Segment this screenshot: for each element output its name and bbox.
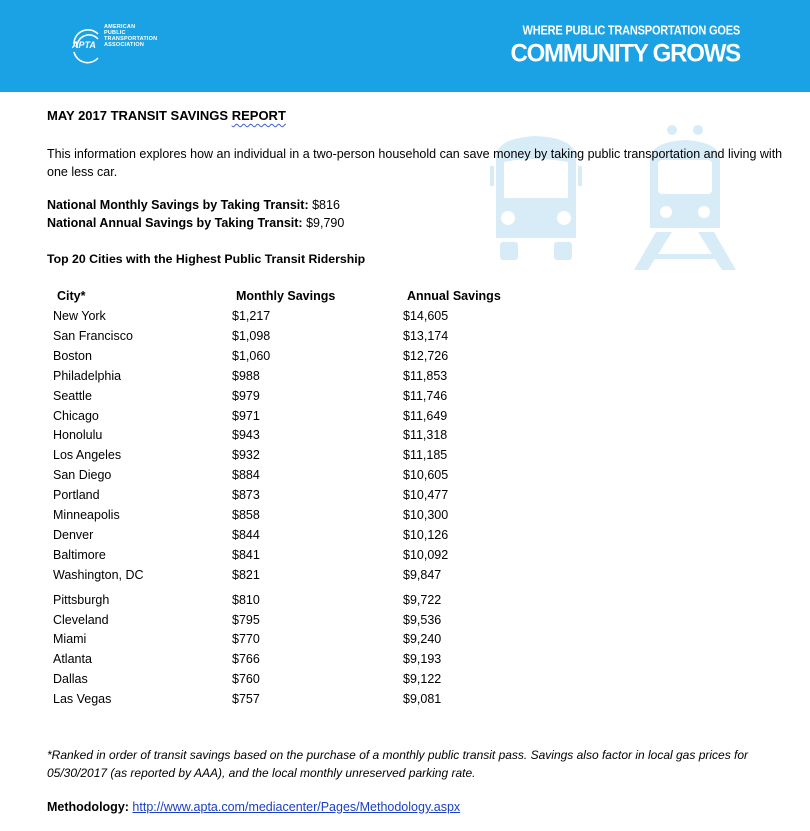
city-cell: Portland bbox=[53, 488, 100, 503]
annual-savings-cell: $11,853 bbox=[403, 368, 448, 383]
monthly-savings-cell: $821 bbox=[232, 567, 260, 582]
intro-paragraph: This information explores how an individual in a two-person household can save money by taking public transportation and living with one less car. bbox=[47, 147, 783, 179]
transit-background-icons bbox=[486, 120, 746, 270]
monthly-savings-cell: $873 bbox=[232, 488, 260, 503]
city-cell: Baltimore bbox=[53, 547, 106, 562]
city-cell: Miami bbox=[53, 632, 87, 647]
city-cell: Boston bbox=[53, 348, 92, 363]
city-cell: Atlanta bbox=[53, 652, 92, 667]
city-cell: Los Angeles bbox=[53, 448, 122, 463]
national-annual-savings: National Annual Savings by Taking Transit: $9,790 bbox=[47, 216, 345, 230]
logo-mark: APTA bbox=[72, 40, 96, 50]
monthly-savings-cell: $770 bbox=[232, 632, 260, 647]
monthly-savings-cell: $844 bbox=[232, 527, 260, 542]
monthly-savings-cell: $858 bbox=[232, 508, 260, 522]
monthly-savings-cell: $943 bbox=[232, 428, 260, 443]
city-cell: Washington, DC bbox=[53, 567, 144, 582]
column-header-monthly: Monthly Savings bbox=[236, 289, 336, 303]
national-monthly-savings: National Monthly Savings by Taking Transit: $816 bbox=[47, 198, 340, 212]
city-cell: Chicago bbox=[53, 408, 99, 423]
annual-savings-cell: $10,092 bbox=[403, 547, 449, 562]
annual-savings-cell: $14,605 bbox=[403, 309, 449, 323]
annual-savings-cell: $12,726 bbox=[403, 348, 449, 363]
monthly-savings-cell: $1,217 bbox=[232, 309, 271, 323]
annual-savings-cell: $10,126 bbox=[403, 527, 449, 542]
monthly-savings-cell: $932 bbox=[232, 448, 260, 463]
monthly-savings-cell: $766 bbox=[232, 652, 260, 667]
city-cell: Las Vegas bbox=[53, 692, 112, 707]
annual-savings-cell: $10,605 bbox=[403, 468, 449, 483]
footnote: *Ranked in order of transit savings based on the purchase of a monthly public transit pass. Savings also factor in local gas prices for 05/30/2017 (as reported by AAA), and the local monthly unreserved parking rate. bbox=[47, 748, 749, 780]
city-cell: Honolulu bbox=[53, 428, 103, 443]
column-header-annual: Annual Savings bbox=[407, 289, 501, 303]
tagline-top: WHERE PUBLIC TRANSPORTATION GOES bbox=[522, 24, 740, 38]
annual-savings-cell: $11,318 bbox=[403, 428, 448, 443]
city-cell: Philadelphia bbox=[53, 368, 122, 383]
city-cell: San Francisco bbox=[53, 328, 133, 343]
annual-savings-cell: $10,300 bbox=[403, 508, 449, 522]
annual-savings-cell: $10,477 bbox=[403, 488, 449, 503]
annual-savings-cell: $9,193 bbox=[403, 652, 442, 667]
header-banner bbox=[0, 0, 810, 92]
methodology-link[interactable]: http://www.apta.com/mediacenter/Pages/Methodology.aspx bbox=[132, 800, 461, 814]
annual-savings-cell: $9,722 bbox=[403, 592, 442, 607]
monthly-savings-cell: $757 bbox=[232, 692, 260, 707]
annual-savings-cell: $9,240 bbox=[403, 632, 442, 647]
annual-savings-cell: $13,174 bbox=[403, 328, 449, 343]
city-cell: San Diego bbox=[53, 468, 112, 483]
annual-savings-cell: $11,649 bbox=[403, 408, 448, 423]
annual-savings-cell: $11,185 bbox=[403, 448, 448, 463]
annual-savings-cell: $9,081 bbox=[403, 692, 442, 707]
city-cell: Seattle bbox=[53, 388, 92, 403]
city-cell: New York bbox=[53, 309, 106, 323]
monthly-savings-cell: $988 bbox=[232, 368, 260, 383]
report-title: MAY 2017 TRANSIT SAVINGS REPORT bbox=[47, 108, 286, 123]
methodology: Methodology: http://www.apta.com/mediacenter/Pages/Methodology.aspx bbox=[47, 800, 461, 814]
monthly-savings-cell: $810 bbox=[232, 592, 260, 607]
monthly-savings-cell: $1,098 bbox=[232, 328, 271, 343]
monthly-savings-cell: $795 bbox=[232, 612, 260, 627]
table-subheading: Top 20 Cities with the Highest Public Transit Ridership bbox=[47, 252, 366, 266]
monthly-savings-cell: $760 bbox=[232, 672, 260, 687]
monthly-savings-cell: $971 bbox=[232, 408, 260, 423]
monthly-savings-cell: $979 bbox=[232, 388, 260, 403]
annual-savings-cell: $9,122 bbox=[403, 672, 442, 687]
monthly-savings-cell: $1,060 bbox=[232, 348, 271, 363]
city-cell: Pittsburgh bbox=[53, 592, 110, 607]
city-cell: Dallas bbox=[53, 672, 88, 687]
city-cell: Cleveland bbox=[53, 612, 109, 627]
annual-savings-cell: $9,536 bbox=[403, 612, 442, 627]
monthly-savings-cell: $884 bbox=[232, 468, 260, 483]
annual-savings-cell: $9,847 bbox=[403, 567, 442, 582]
logo-wordmark: AMERICAN PUBLIC TRANSPORTATION ASSOCIATION bbox=[104, 24, 158, 48]
column-header-city: City* bbox=[57, 289, 86, 303]
monthly-savings-cell: $841 bbox=[232, 547, 260, 562]
tagline-big: COMMUNITY GROWS bbox=[510, 39, 740, 68]
city-cell: Minneapolis bbox=[53, 508, 120, 522]
annual-savings-cell: $11,746 bbox=[403, 388, 448, 403]
city-cell: Denver bbox=[53, 527, 94, 542]
